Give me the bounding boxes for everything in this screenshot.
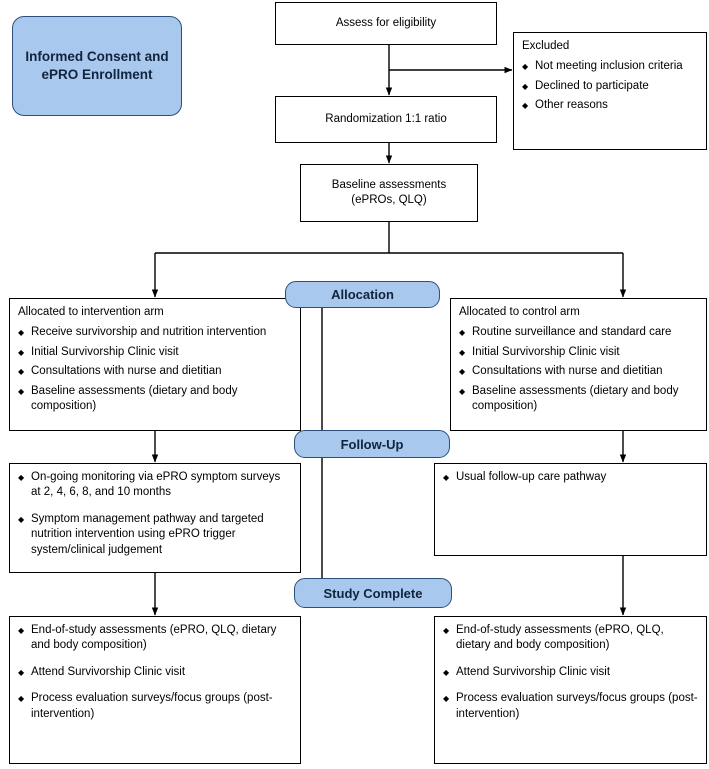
list-item: ◆ Initial Survivorship Clinic visit (459, 345, 698, 360)
list-item: ◆ Routine surveillance and standard care (459, 325, 698, 340)
complete-control-list (443, 623, 698, 722)
baseline-line-2: (ePROs, QLQ) (351, 194, 427, 206)
node-complete-control (434, 616, 707, 764)
allocation-control-lead: Allocated to control arm (459, 306, 580, 318)
excluded-list (522, 59, 698, 113)
node-followup-intervention (9, 463, 301, 573)
node-randomization (275, 96, 497, 143)
list-item: ◆ Process evaluation surveys/focus groups (post-intervention) (443, 691, 698, 722)
allocation-intervention-list (18, 325, 292, 414)
node-allocation-intervention (9, 298, 301, 431)
node-complete-intervention (9, 616, 301, 764)
list-item: ◆ Declined to participate (522, 79, 698, 94)
node-excluded (513, 32, 707, 150)
node-assess-eligibility (275, 2, 497, 45)
node-baseline-assessments (300, 164, 478, 222)
list-item: ◆ Consultations with nurse and dietitian (459, 364, 698, 379)
node-allocation-control (450, 298, 707, 431)
followup-intervention-list (18, 470, 292, 558)
assess-eligibility-label: Assess for eligibility (335, 16, 437, 29)
list-item: ◆ Attend Survivorship Clinic visit (443, 665, 698, 680)
list-item: ◆ Usual follow-up care pathway (443, 470, 698, 485)
list-item: ◆ On-going monitoring via ePRO symptom surveys at 2, 4, 6, 8, and 10 months (18, 470, 292, 501)
excluded-title: Excluded (522, 40, 570, 52)
stage-allocation-label: Allocation (331, 287, 394, 302)
node-followup-control (434, 463, 707, 556)
list-item: ◆ Symptom management pathway and targeted nutrition intervention using ePRO trigger system/clinical judgement (18, 512, 292, 558)
randomization-label: Randomization 1:1 ratio (325, 112, 447, 125)
list-item: ◆ Not meeting inclusion criteria (522, 59, 698, 74)
informed-consent-badge (12, 16, 182, 116)
complete-intervention-list (18, 623, 292, 722)
list-item: ◆ Baseline assessments (dietary and body composition) (18, 384, 292, 415)
allocation-control-list (459, 325, 698, 414)
baseline-line-1: Baseline assessments (331, 178, 447, 191)
list-item: ◆ Initial Survivorship Clinic visit (18, 345, 292, 360)
stage-study-complete-label: Study Complete (323, 585, 423, 601)
stage-followup-label: Follow-Up (340, 436, 404, 452)
informed-consent-label: Informed Consent and ePRO Enrollment (25, 48, 169, 82)
stage-followup (294, 430, 450, 458)
followup-control-list (443, 470, 698, 485)
list-item: ◆ End-of-study assessments (ePRO, QLQ, dietary and body composition) (18, 623, 292, 654)
allocation-intervention-lead: Allocated to intervention arm (18, 306, 164, 318)
stage-allocation (285, 281, 440, 308)
list-item: ◆ Consultations with nurse and dietitian (18, 364, 292, 379)
list-item: ◆ Other reasons (522, 98, 698, 113)
list-item: ◆ Process evaluation surveys/focus groups (post-intervention) (18, 691, 292, 722)
list-item: ◆ End-of-study assessments (ePRO, QLQ, dietary and body composition) (443, 623, 698, 654)
list-item: ◆ Baseline assessments (dietary and body composition) (459, 384, 698, 415)
stage-study-complete (294, 578, 452, 608)
list-item: ◆ Attend Survivorship Clinic visit (18, 665, 292, 680)
list-item: ◆ Receive survivorship and nutrition intervention (18, 325, 292, 340)
